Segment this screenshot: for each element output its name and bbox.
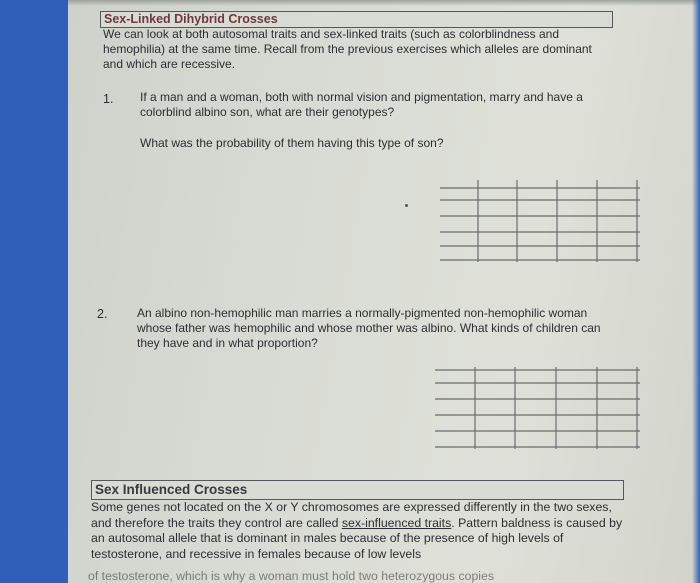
- question-1-text: If a man and a woman, both with normal vision and pigmentation, marry and have a colorblind albino son, what are their genotypes?: [140, 90, 583, 119]
- page-shadow: [68, 0, 700, 6]
- section-2-text-part1: Some genes not located on the X or Y chromosomes are expressed differently in the two sexes, and therefore the traits they control are called: [91, 500, 612, 530]
- sex-influenced-term: sex-influenced traits: [341, 515, 452, 530]
- section-2-text-part2: . Pattern baldness is caused by an autosomal allele that is dominant in males because of the presence of high levels of testosterone, and recessive in females because of low levels: [91, 515, 623, 561]
- section-2-text: [91, 500, 631, 562]
- section-intro: We can look at both autosomal traits and sex-linked traits (such as colorblindness and hemophilia) at the same time. Recall from the previous exercises which alleles are dominant and which are recessive.: [103, 27, 592, 71]
- background-edge: [692, 0, 700, 583]
- question-1-followup: What was the probability of them having this type of son?: [140, 136, 444, 150]
- cut-off-line: of testosterone, which is why a woman must hold two heterozygous copies: [88, 570, 495, 583]
- section-title-sex-influenced: Sex Influenced Crosses: [91, 480, 624, 500]
- punnett-square-1: [440, 178, 640, 264]
- question-2-text: An albino non-hemophilic man marries a normally-pigmented non-hemophilic woman whose father was hemophilic and whose mother was albino. What kinds of children can they have and in what proportion?: [137, 306, 601, 350]
- question-1-number: 1.: [103, 92, 114, 106]
- question-2-number: 2.: [97, 307, 108, 321]
- punnett-square-2: [435, 365, 640, 451]
- stray-mark: [405, 204, 408, 207]
- section-title-sex-linked: Sex-Linked Dihybrid Crosses: [100, 11, 613, 28]
